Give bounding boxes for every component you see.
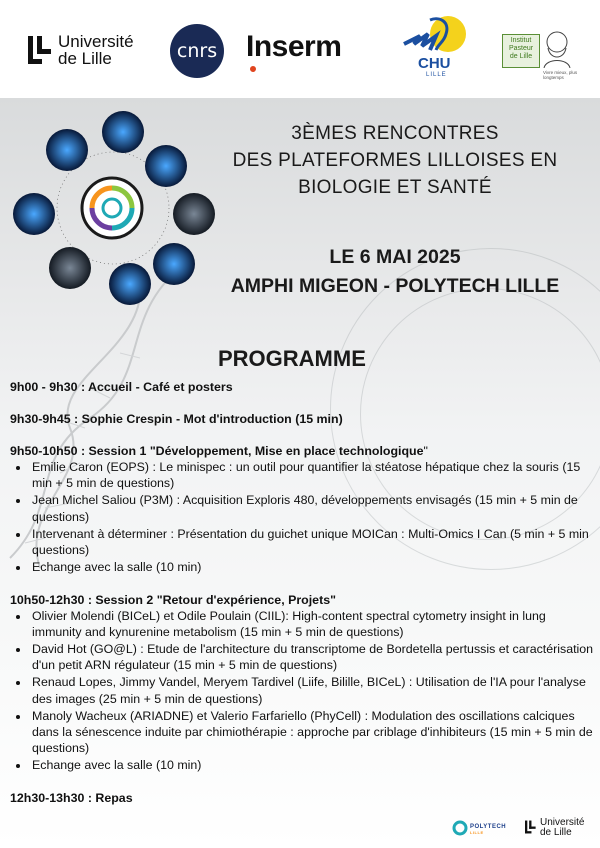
session-1-heading [10, 443, 595, 459]
universite-de-lille-footer-mark [525, 820, 537, 834]
session-1-time: 9h50-10h50 : Session 1 [10, 444, 150, 459]
gel-image [173, 193, 215, 235]
slot-introduction: 9h30-9h45 : Sophie Crespin - Mot d'introduction (15 min) [10, 412, 343, 427]
chu-logo-sub: LILLE [426, 72, 447, 78]
polytech-logo-icon [452, 820, 468, 836]
title-line-2: DES PLATEFORMES LILLOISES EN [232, 150, 558, 171]
list-item: • Manoly Wacheux (ARIADNE) et Valerio Farfariello (PhyCell) : Modulation des oscillations calciques dans la sénescence induite par chimiothérapie : approche par criblage d'inhibiteurs (15 min + 5 min de questions) [30, 708, 595, 756]
pasteur-line1: Institut [510, 37, 532, 44]
list-item: • Echange avec la salle (10 min) [30, 559, 595, 575]
microscopy-image-1 [46, 129, 88, 171]
inserm-dot-icon [250, 66, 256, 72]
institut-pasteur-logo [502, 34, 540, 68]
title-line-1: 3ÈMES RENCONTRES [291, 123, 499, 144]
ulille-line2: de Lille [58, 49, 112, 68]
pasteur-portrait-icon [540, 28, 574, 68]
cnrs-logo: cnrs [170, 24, 224, 78]
session-2-heading: 10h50-12h30 : Session 2 "Retour d'expérience, Projets" [10, 592, 336, 607]
programme-heading: PROGRAMME [218, 346, 366, 371]
polytech-logo [470, 824, 506, 835]
programme-body [10, 379, 595, 806]
footer-ulille-line1: Université [540, 817, 585, 828]
session-1-title: "Développement, Mise en place technologique [149, 444, 424, 459]
polytech-sub: LILLE [470, 830, 484, 835]
pasteur-tagline: Vivre mieux, plus longtemps [543, 70, 578, 80]
cells-image [13, 193, 55, 235]
platform-images-cluster [8, 104, 218, 312]
footer-ulille-line2: de Lille [540, 827, 572, 838]
pasteur-line2: Pasteur [508, 45, 534, 52]
pasteur-line3: de Lille [509, 53, 533, 60]
list-item: • Olivier Molendi (BICeL) et Odile Poulain (CIIL): High-content spectral cytometry insight in lung immunity and kynurenine metabolism (15 min + 5 min de questions) [30, 608, 595, 640]
universite-de-lille-footer-logo [540, 818, 584, 838]
inserm-logo: Inserm [246, 30, 342, 63]
list-item: • Renaud Lopes, Jimmy Vandel, Meryem Tardivel (Liife, Bilille, BICeL) : Utilisation de l'IA pour l'analyse des images (25 min + 5 min de questions) [30, 674, 595, 706]
brain-scan-image [49, 247, 91, 289]
ulille-line1: Université [58, 32, 134, 51]
chu-logo-name: CHU [418, 55, 451, 72]
logo-bar [0, 0, 600, 98]
session-1-closing-quote: " [423, 444, 428, 459]
event-title [215, 120, 575, 201]
list-item: • Intervenant à déterminer : Présentation du guichet unique MOICan : Multi-Omics I Can (5 min + 5 min questions) [30, 526, 595, 558]
event-date: LE 6 MAI 2025 [329, 246, 461, 268]
session-1-list [10, 459, 595, 575]
title-line-3: BIOLOGIE ET SANTÉ [298, 177, 492, 198]
slot-lunch: 12h30-13h30 : Repas [10, 790, 133, 805]
mouse-image [153, 243, 195, 285]
list-item: • Jean Michel Saliou (P3M) : Acquisition Exploris 480, développements envisagés (15 min + 5 min de questions) [30, 492, 595, 524]
universite-de-lille-logo [58, 33, 134, 67]
chu-lille-head-icon [400, 14, 470, 58]
list-item: • Emilie Caron (EOPS) : Le minispec : un outil pour quantifier la stéatose hépatique chez la souris (15 min + 5 min de questions) [30, 459, 595, 491]
event-venue: AMPHI MIGEON - POLYTECH LILLE [230, 275, 560, 297]
fiber-image [145, 145, 187, 187]
list-item: • David Hot (GO@L) : Etude de l'architecture du transcriptome de Bordetella pertussis et caractérisation d'un petit ARN régulateur (15 min + 5 min de questions) [30, 641, 595, 673]
neuron-image [109, 263, 151, 305]
slot-welcome: 9h00 - 9h30 : Accueil - Café et posters [10, 380, 233, 394]
session-2-list [10, 608, 595, 773]
list-item: • Echange avec la salle (10 min) [30, 757, 595, 773]
polytech-name: POLYTECH [470, 824, 507, 830]
microscopy-image-2 [102, 111, 144, 153]
universite-de-lille-logo-mark [28, 36, 54, 64]
